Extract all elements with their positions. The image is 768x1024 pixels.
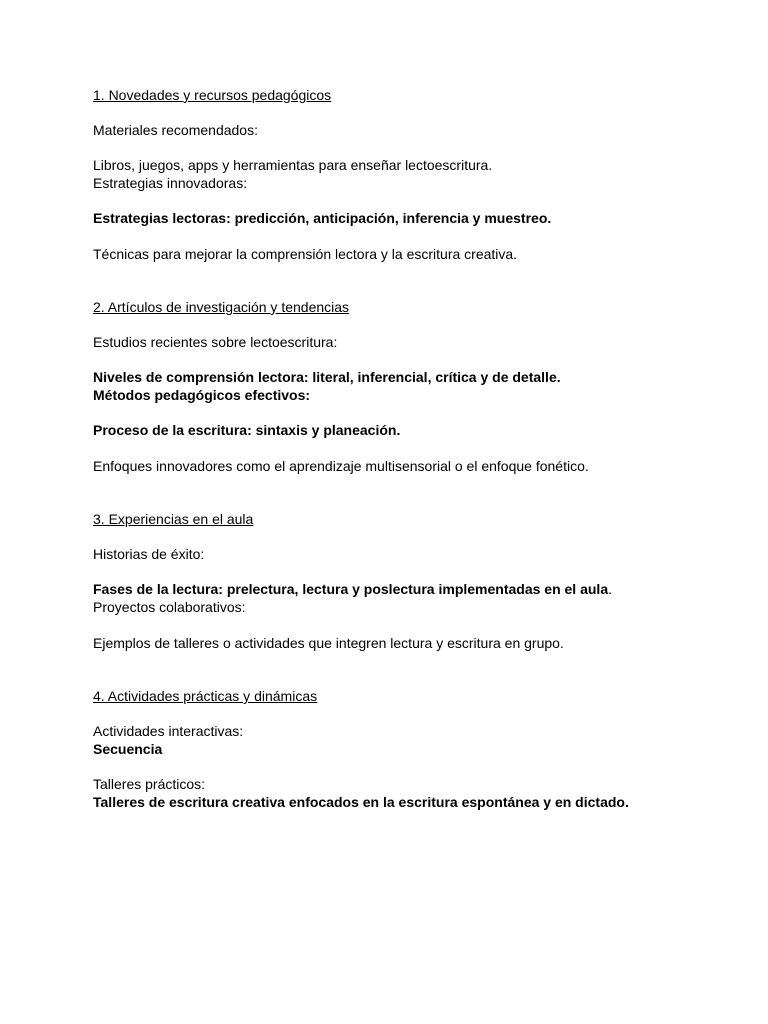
section-3-heading: 3. Experiencias en el aula <box>93 511 254 527</box>
section-4-paragraph: Talleres prácticos: <box>93 776 206 792</box>
section-4-heading: 4. Actividades prácticas y dinámicas <box>93 688 318 704</box>
section-3-paragraph: Ejemplos de talleres o actividades que integren lectura y escritura en grupo. <box>93 635 564 651</box>
section-3-period: . <box>608 581 612 597</box>
section-1-paragraph: Materiales recomendados: <box>93 122 258 138</box>
section-1-paragraph: Técnicas para mejorar la comprensión lectora y la escritura creativa. <box>93 246 518 262</box>
section-3-paragraph: Proyectos colaborativos: <box>93 599 246 615</box>
section-2-paragraph: Enfoques innovadores como el aprendizaje multisensorial o el enfoque fonético. <box>93 458 589 474</box>
section-1-heading: 1. Novedades y recursos pedagógicos <box>93 87 332 103</box>
section-1-paragraph: Estrategias innovadoras: <box>93 175 248 191</box>
section-3-bold-text: Fases de la lectura: prelectura, lectura y poslectura implementadas en el aula <box>93 581 609 597</box>
section-2-bold-paragraph: Proceso de la escritura: sintaxis y planeación. <box>93 422 401 438</box>
section-2-bold-paragraph: Métodos pedagógicos efectivos: <box>93 387 311 403</box>
section-1-paragraph: Libros, juegos, apps y herramientas para enseñar lectoescritura. <box>93 157 493 173</box>
section-4-bold-paragraph: Secuencia <box>93 741 163 757</box>
section-4-paragraph: Actividades interactivas: <box>93 723 244 739</box>
section-1-bold-paragraph: Estrategias lectoras: predicción, anticipación, inferencia y muestreo. <box>93 210 552 226</box>
section-2-heading: 2. Artículos de investigación y tendencias <box>93 299 350 315</box>
section-3-paragraph: Historias de éxito: <box>93 546 205 562</box>
section-2-bold-paragraph: Niveles de comprensión lectora: literal, inferencial, crítica y de detalle. <box>93 369 561 385</box>
section-2-paragraph: Estudios recientes sobre lectoescritura: <box>93 334 338 350</box>
section-4-bold-paragraph: Talleres de escritura creativa enfocados en la escritura espontánea y en dictado. <box>93 794 629 810</box>
section-3-mixed-paragraph <box>93 581 612 598</box>
